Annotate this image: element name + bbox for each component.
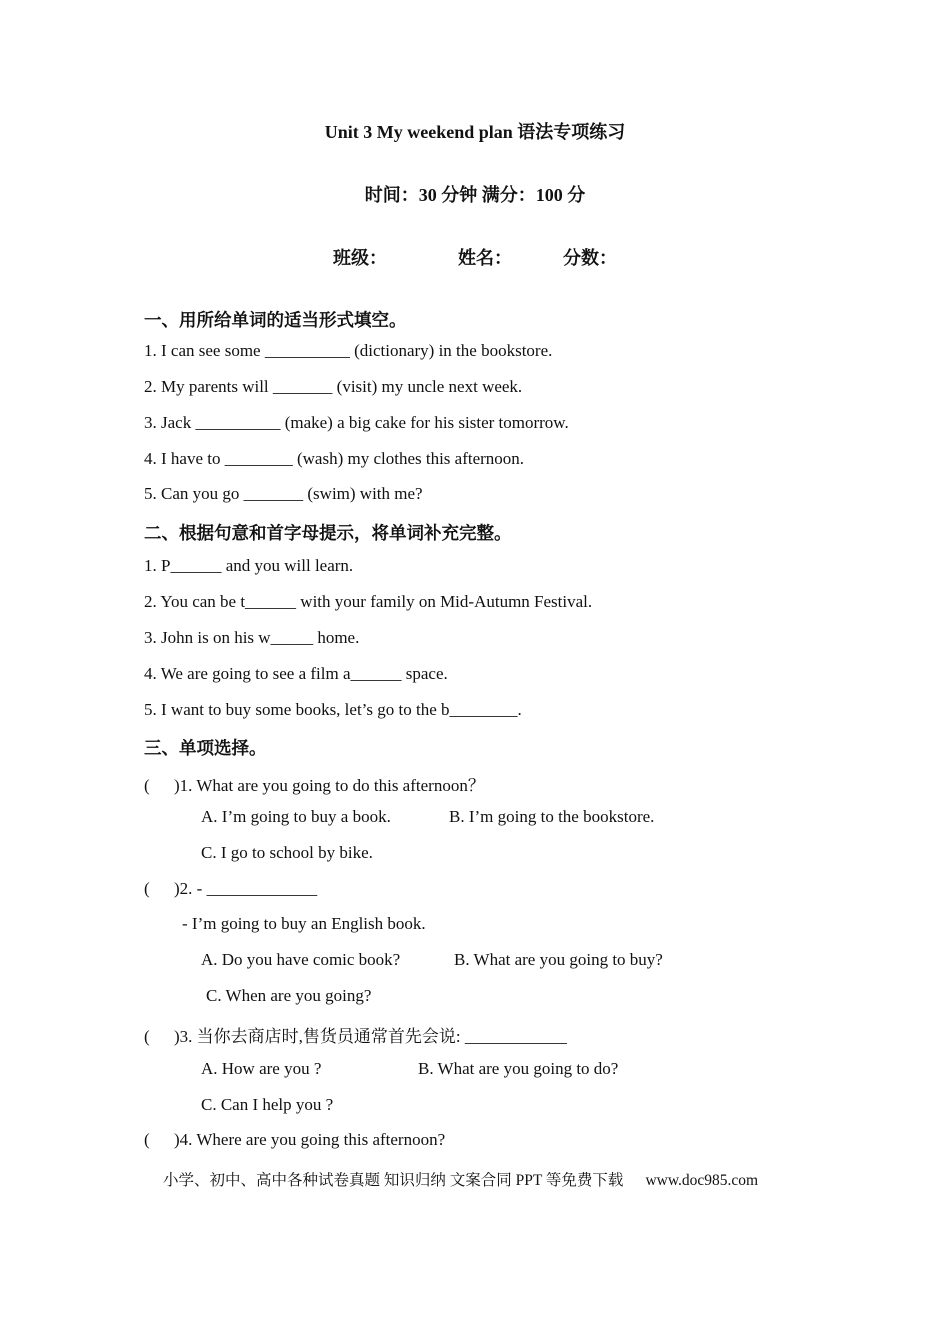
q2-options-ab xyxy=(201,950,663,970)
question-3 xyxy=(144,1022,567,1047)
question-2 xyxy=(144,879,317,899)
q1-options-ab xyxy=(201,807,654,827)
name-label: 姓名： xyxy=(458,248,512,268)
question-text: )2. - _____________ xyxy=(174,879,318,898)
section1-heading: 一、用所给单词的适当形式填空。 xyxy=(144,310,407,330)
answer-paren: ( xyxy=(144,879,150,898)
section2-item: 3. John is on his w_____ home. xyxy=(144,628,360,647)
question-text: )1. What are you going to do this afternoon？ xyxy=(174,776,485,795)
section2-item: 5. I want to buy some books, let’s go to the b________. xyxy=(144,700,522,719)
question-4 xyxy=(144,1130,445,1150)
question-text: )4. Where are you going this afternoon? xyxy=(174,1130,446,1149)
student-info-line xyxy=(0,244,950,270)
answer-paren: ( xyxy=(144,1130,150,1149)
option-a: A. I’m going to buy a book. xyxy=(201,807,391,826)
section2-item: 1. P______ and you will learn. xyxy=(144,556,354,575)
answer-paren: ( xyxy=(144,1027,150,1046)
section1-item: 4. I have to ________ (wash) my clothes this afternoon. xyxy=(144,449,525,468)
footer-text: 小学、初中、高中各种试卷真题 知识归纳 文案合同 PPT 等免费下载 xyxy=(163,1172,624,1189)
question-1 xyxy=(144,771,485,796)
q2-reply: - I’m going to buy an English book. xyxy=(182,914,426,933)
option-b: B. What are you going to do? xyxy=(418,1059,619,1078)
footer-url: www.doc985.com xyxy=(645,1172,759,1189)
option-c: C. I go to school by bike. xyxy=(201,843,373,862)
section2-heading: 二、根据句意和首字母提示，将单词补充完整。 xyxy=(144,523,512,543)
q3-options-ab xyxy=(201,1059,618,1079)
section2-item: 4. We are going to see a film a______ space. xyxy=(144,664,448,683)
option-a: A. How are you ? xyxy=(201,1059,322,1078)
section1-item: 5. Can you go _______ (swim) with me? xyxy=(144,484,423,503)
option-b: B. What are you going to buy? xyxy=(454,950,663,969)
page-title: Unit 3 My weekend plan 语法专项练习 xyxy=(324,122,626,142)
option-b: B. I’m going to the bookstore. xyxy=(449,807,655,826)
section2-item: 2. You can be t______ with your family on Mid-Autumn Festival. xyxy=(144,592,593,611)
section1-item: 1. I can see some __________ (dictionary) in the bookstore. xyxy=(144,341,553,360)
footer xyxy=(163,1168,758,1190)
question-text: )3. 当你去商店时,售货员通常首先会说: ____________ xyxy=(174,1027,567,1046)
option-c: C. When are you going? xyxy=(206,986,372,1005)
class-label: 班级： xyxy=(333,248,387,268)
section3-heading: 三、单项选择。 xyxy=(144,738,267,758)
time-score-line: 时间：30 分钟 满分：100 分 xyxy=(364,185,586,205)
answer-paren: ( xyxy=(144,776,150,795)
score-label: 分数： xyxy=(563,248,617,268)
option-c: C. Can I help you ? xyxy=(201,1095,334,1114)
section1-item: 3. Jack __________ (make) a big cake for his sister tomorrow. xyxy=(144,413,569,432)
option-a: A. Do you have comic book? xyxy=(201,950,401,969)
section1-item: 2. My parents will _______ (visit) my uncle next week. xyxy=(144,377,523,396)
